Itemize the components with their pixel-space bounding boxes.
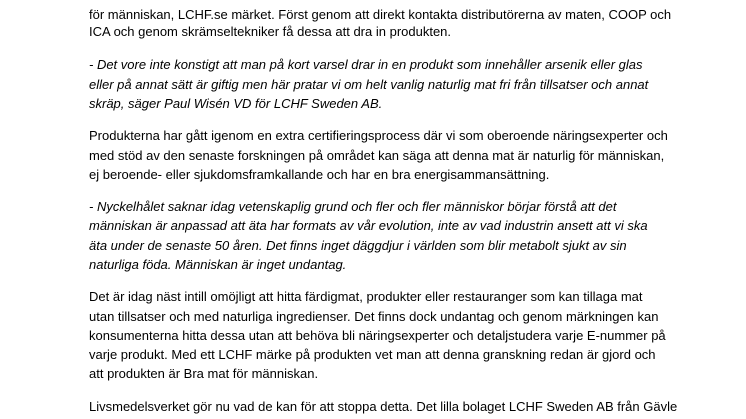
quote-1-line: - Det vore inte konstigt att man på kort varsel drar in en produkt som innehåller arsenik eller glas — [89, 57, 643, 72]
paragraph-5-line: att produkten är Bra mat för människan. — [89, 366, 319, 381]
quote-1-line: skräp, säger Paul Wisén VD för LCHF Sweden AB. — [89, 96, 383, 111]
quote-2-line: naturliga föda. Människan är inget undantag. — [89, 257, 347, 272]
paragraph-5-line: Det är idag näst intill omöjligt att hitta färdigmat, produkter eller restauranger som kan tillaga mat — [89, 289, 643, 304]
quote-2-line: människan är anpassad att äta har formats av vår evolution, inte av vad industrin ansett att vi ska — [89, 218, 648, 233]
paragraph-1-line: ICA och genom skrämseltekniker få dessa att dra in produkten. — [89, 24, 452, 39]
quote-1-line: eller på annat sätt är giftig men här pratar vi om helt vanlig naturlig mat fri från tillsatser och annat — [89, 77, 649, 92]
paragraph-5-line: utan tillsatser och med naturliga ingredienser. Det finns dock undantag och genom märkningen kan — [89, 309, 659, 324]
paragraph-3-line: ej beroende- eller sjukdomsframkallande och har en bra energisammansättning. — [89, 167, 550, 182]
quote-2-line: - Nyckelhålet saknar idag vetenskaplig grund och fler och fler människor börjar förstå att det — [89, 199, 617, 214]
paragraph-6-line: Livsmedelsverket gör nu vad de kan för att stoppa detta. Det lilla bolaget LCHF Sweden AB från Gävle — [89, 399, 678, 414]
paragraph-5-line: varje produkt. Med ett LCHF märke på produkten vet man att denna granskning redan är gjord och — [89, 347, 656, 362]
paragraph-1-line: för människan, LCHF.se märket. Först genom att direkt kontakta distributörerna av maten, COOP och — [89, 7, 672, 22]
paragraph-3-line: med stöd av den senaste forskningen på området kan säga att denna mat är naturlig för människan, — [89, 148, 665, 163]
quote-2-line: äta under de senaste 50 åren. Det finns inget däggdjur i världen som blir metabolt sjukt av sin — [89, 238, 627, 253]
paragraph-3-line: Produkterna har gått igenom en extra certifieringsprocess där vi som oberoende näringsexperter och — [89, 128, 668, 143]
paragraph-5-line: konsumenterna hitta dessa utan att behöva bli näringsexperter och detaljstudera varje E-nummer på — [89, 328, 666, 343]
